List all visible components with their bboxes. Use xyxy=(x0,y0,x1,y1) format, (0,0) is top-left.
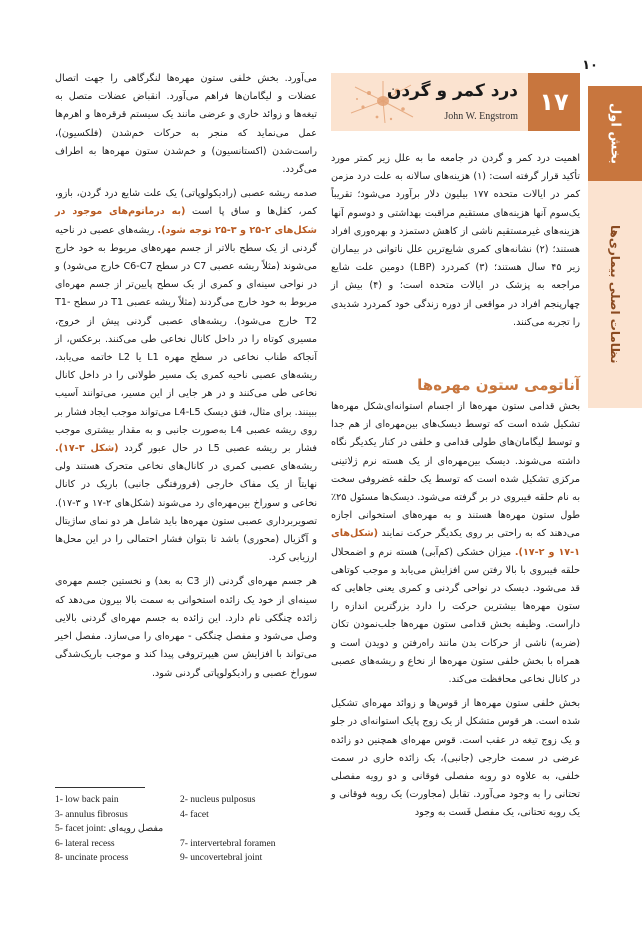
left-paragraph-2 xyxy=(55,185,317,567)
footnote: 3- annulus fibrosus xyxy=(55,809,128,820)
footnote: 1- low back pain xyxy=(55,795,119,805)
side-tab xyxy=(588,86,642,408)
chapter-author: John W. Engstrom xyxy=(444,111,518,122)
anatomy-paragraph-1-text: بخش قدامی ستون مهره‌ها از اجسام استوانه‌ای‌شکل مهره‌ها تشکیل شده است که توسط دیسک‌های بین‌مهره‌ای از هم جدا و توسط لیگامان‌های طولی قدامی و خلفی در کنار یکدیگر نگاه داشته می‌شوند. دیسک بین‌مهره‌ای از یک هسته نرم ژلاتینی مرکزی تشکیل شده است که توسط یک حلقه غضروفی سخت به نام حلقه فیبروی در بر گرفته می‌شود. دیسک‌ها مسئول ۲۵٪ طول ستون مهره‌ها هستند و به مهره‌های استخوانی اجازه می‌دهند که به راحتی بر روی یکدیگر حرکت نمایند xyxy=(331,401,580,540)
left-paragraph-2-mid: ریشه‌های عصبی در ناحیه گردنی از یک سطح بالاتر از جسم مهره‌های مربوط به خود خارج می‌شوند (مثلاً ریشه عصبی C7 در سطح C6-C7 خارج می‌شود) و در نواحی سینه‌ای و کمری از یک سطح پایین‌تر از جسم مهره‌ای مربوط به خود خارج می‌گردند (مثلاً ریشه عصبی T1 در سطح T1-T2 خارج می‌شود). ریشه‌های عصبی گردنی پیش از خروج، مسیری کوتاه را در داخل کانال نخاعی طی می‌کنند. برعکس، از آنجاکه طناب نخاعی در سطح مهره L1 یا L2 خاتمه می‌یابد، ریشه‌های عصبی ناحیه کمری یک مسیر طولانی را در داخل کانال نخاعی طی می‌کنند و در هر جایی از این مسیر، می‌توانند آسیب ببینند. برای مثال، فتق دیسک L4-L5 می‌تواند موجب ایجاد فشار بر روی ریشه عصبی L4 به‌صورت جانبی و به مقدار بیشتری موجب فشار بر ریشه عصبی L5 در حال عبور گردد xyxy=(55,224,317,455)
section-heading: آناتومی ستون مهره‌ها xyxy=(417,376,580,394)
left-column xyxy=(55,70,317,683)
footnote: 5- facet joint: مفصل رویه‌ای xyxy=(55,824,164,834)
footnote: 7- intervertebral foramen xyxy=(180,838,276,849)
left-paragraph-2-start: صدمه ریشه عصبی (رادیکولوپاتی) یک علت شایع درد گردن، بازو، کمر، کفل‌ها و ساق پا است xyxy=(55,188,317,218)
left-paragraph-2-end: ریشه‌های عصبی کمری در کانال‌های نخاعی متحرک هستند ولی نهایتاً از یک مفاک خارجی (فرورفتگی جانبی) باریک در کانال نخاعی و سوراخ بین‌مهره‌ای رد می‌شوند (شکل‌های ۲-۱۷ و ۳-۱۷). تصویربرداری عصبی ستون مهره‌ها باید شامل هر دو نمای ساژیتال و آگزیال (محوری) باشد تا بتوان فشار احتمالی را در این محل‌ها ارزیابی کرد. xyxy=(55,461,318,564)
intro-paragraph: اهمیت درد کمر و گردن در جامعه ما به علل زیر کمتر مورد تأکید قرار گرفته است: (۱) هزینه‌های سالانه به علت درد مزمن کمر در ایالات متحده ۱۷۷ بیلیون دلار برآورد می‌شود؛ تقریباً یک‌سوم آنها هزینه‌های مستقیم مراقبت بهداشتی و دوسوم آنها هزینه‌های غیرمستقیم ناشی از کاهش دستمزد و بهره‌وری افراد هستند؛ (۲) نشانه‌های کمری شایع‌ترین علل ناتوانی در بیماران زیر ۴۵ سال هستند؛ (۳) کمردرد (LBP) دومین علت شایع مراجعه به پزشک در ایالات متحده است؛ و (۴) بیش از چهارپنجم افراد در مواقعی از دوره زندگی خود کمردرد شدیدی را تجربه می‌کنند. xyxy=(331,153,581,328)
side-tab-part-title xyxy=(588,181,642,408)
footnote: 4- facet xyxy=(180,809,209,820)
right-column-bottom xyxy=(331,398,580,823)
footnote-row xyxy=(55,851,315,866)
anatomy-paragraph-1 xyxy=(331,398,580,689)
footnote-row xyxy=(55,808,315,823)
footnotes xyxy=(55,793,315,866)
side-tab-part xyxy=(588,86,642,181)
footnote xyxy=(180,822,305,837)
footnote: 2- nucleus pulposus xyxy=(180,795,256,805)
side-tab-part-label: بخش اول xyxy=(607,103,623,164)
chapter-number: ١٧ xyxy=(528,73,580,131)
side-tab-part-title-label: نظامات اصلی بیماری‌ها xyxy=(608,225,622,364)
right-column-top xyxy=(331,150,580,332)
footnote: 6- lateral recess xyxy=(55,838,115,849)
footnote: 9- uncovertebral joint xyxy=(180,853,263,863)
anatomy-paragraph-2: بخش خلفی ستون مهره‌ها از قوس‌ها و زوائد مهره‌ای تشکیل شده است. هر قوس متشکل از یک زوج پایک استوانه‌ای در جلو و یک زوج تیغه در عقب است. قوس مهره‌ای همچنین دو زائده عرضی در سمت خارجی (جانبی)، یک زائده خاری در سمت خلفی، به علاوه دو رویه مفصلی فوقانی و دو رویه مفصلی تحتانی را به وجود می‌آورد. تقابل (مجاورت) یک رویه فوقانی و یک رویه تحتانی، یک مفصل فَست به وجود xyxy=(331,698,580,819)
footnote-row xyxy=(55,793,315,808)
left-paragraph-3: هر جسم مهره‌ای گردنی (از C3 به بعد) و نخستین جسم مهره‌ی سینه‌ای از خود یک زائده استخوانی به سمت بالا بیرون می‌دهد که زائده چنگکی نام دارد. این زائده به جسم مهره‌ای گردنی بالایی وصل می‌شود و مفصل چنگکی - مهره‌ای را می‌سازد. مفصل اخیر می‌تواند با افزایش سن هیپرتروفی پیدا کند و موجب باریک‌شدگی سوراخ عصبی و رادیکولوپاتی گردنی شود. xyxy=(55,576,317,679)
footnote: 8- uncinate process xyxy=(55,853,129,863)
footnote-divider xyxy=(55,787,145,788)
figure-reference-3: (شکل ۳-۱۷). xyxy=(55,443,119,455)
page-number: ١٠ xyxy=(582,58,598,73)
footnote-row xyxy=(55,822,315,837)
left-paragraph-1: می‌آورد. بخش خلفی ستون مهره‌ها لنگرگاهی را جهت اتصال عضلات و لیگامان‌ها فراهم می‌آورد. انقباض عضلات متصل به تیغه‌ها و زوائد خاری و عرضی مانند یک سیستم قرقره‌ها و اهرم‌ها عمل می‌نماید که منجر به حرکات خم‌شدن (فلکسیون)، راست‌شدن (اکستانسیون) و خم‌شدن ستون مهره‌ها به اطراف می‌گردد. xyxy=(55,73,317,176)
anatomy-paragraph-1-end: میزان خشکی (کم‌آبی) هسته نرم و اضمحلال حلقه فیبروی با بالا رفتن سن افزایش می‌یابد و موجب کوتاهی قد می‌شود. دیسک در نواحی گردنی و کمری یعنی جاهایی که ستون مهره‌ها بیشترین حرکت را دارد بزرگترین اندازه را داراست. وظیفه بخش قدامی ستون مهره‌ها جلب‌نمودن تکان (ضربه) ناشی از حرکات بدن مانند راه‌رفتن و دویدن است و همراه با بخش خلفی ستون مهره‌ها از نخاع و ریشه‌های عصبی در کانال نخاعی محافظت می‌کند. xyxy=(331,546,580,686)
chapter-title: درد کمر و گردن xyxy=(386,81,518,101)
dermatome-reference: (به درماتوم‌های موجود در شکل‌های ۲-۲۵ و ۳-۲۵ توجه شود). xyxy=(55,206,317,236)
chapter-header xyxy=(331,73,580,131)
footnote-row xyxy=(55,837,315,852)
figure-reference: (شکل‌های ۱-۱۷ و ۲-۱۷). xyxy=(331,528,580,558)
